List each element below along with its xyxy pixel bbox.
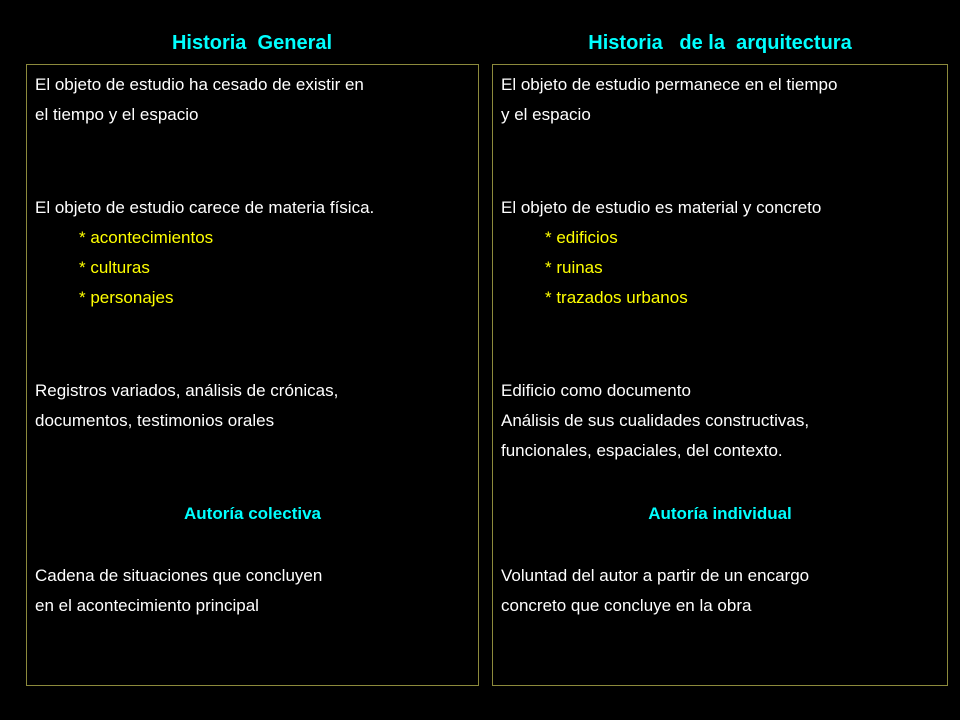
left-object-text-line-2: el tiempo y el espacio <box>35 105 199 124</box>
left-authorship-heading: Autoría colectiva <box>184 504 321 523</box>
left-list-item: * personajes <box>79 288 174 307</box>
right-list-item: * edificios <box>545 228 618 247</box>
right-will-text-line-1: Voluntad del autor a partir de un encargo <box>501 566 810 585</box>
right-authorship-heading: Autoría individual <box>648 504 792 523</box>
left-chain-text-line-2: en el acontecimiento principal <box>35 596 259 615</box>
right-document-text-line-2: Análisis de sus cualidades constructivas, <box>501 411 810 430</box>
right-comparison-box <box>492 64 948 686</box>
left-comparison-box <box>26 64 479 686</box>
right-object-text-line-1: El objeto de estudio permanece en el tiempo <box>501 75 838 94</box>
left-object-text-line-1: El objeto de estudio ha cesado de existir en <box>35 75 364 94</box>
left-records-text-line-1: Registros variados, análisis de crónicas, <box>35 381 339 400</box>
left-chain-text-line-1: Cadena de situaciones que concluyen <box>35 566 323 585</box>
right-document-text-line-3: funcionales, espaciales, del contexto. <box>501 441 783 460</box>
right-column-title: Historia de la arquitectura <box>588 32 852 54</box>
right-will-text-line-2: concreto que concluye en la obra <box>501 596 752 615</box>
left-column-title: Historia General <box>171 32 333 54</box>
left-list-item: * culturas <box>79 258 150 277</box>
right-document-text-line-1: Edificio como documento <box>501 381 691 400</box>
left-records-text-line-2: documentos, testimonios orales <box>35 411 275 430</box>
left-matter-text: El objeto de estudio carece de materia física. <box>35 198 375 217</box>
right-matter-text: El objeto de estudio es material y concreto <box>501 198 822 217</box>
left-list-item: * acontecimientos <box>79 228 214 247</box>
right-list-item: * ruinas <box>545 258 603 277</box>
right-list-item: * trazados urbanos <box>545 288 688 307</box>
right-object-text-line-2: y el espacio <box>501 105 591 124</box>
